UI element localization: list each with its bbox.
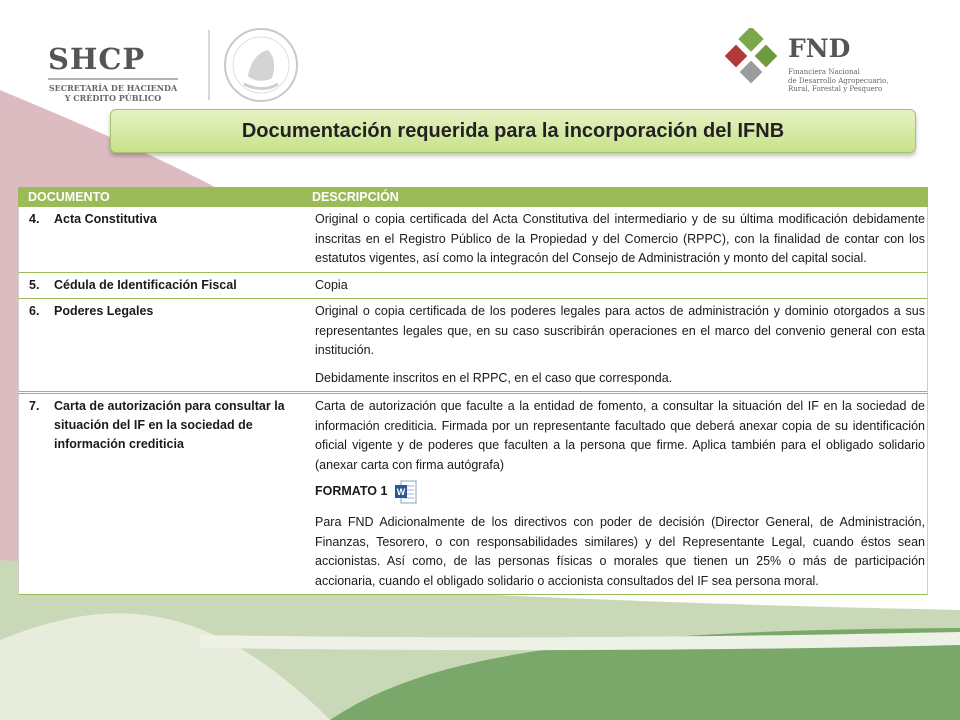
row-number: 4. [29,212,40,226]
document-cell [19,299,313,391]
description-text: Carta de autorización que faculte a la entidad de fomento, a consultar la situación del IF en la sociedad de información crediticia. Firmada por un representante facultado que deberá anexar copia de su identificación oficial vigente y de poderes que faculten a la persona que firme. Aplica también para el obligado solidario (anexar carta con firma autógrafa) [315,399,925,472]
shcp-subtitle-2: Y CRÉDITO PÚBLICO [64,93,162,103]
fnd-subtitle [788,68,938,94]
logo-separator [208,30,210,100]
description-cell [313,394,927,594]
document-name: Carta de autorización para consultar la situación del IF en la sociedad de información crediticia [54,399,285,451]
description-text: Para FND Adicionalmente de los directivos con poder de decisión (Director General, de Administración, Finanzas, Tesorero, o con responsabilidades similares) y del Representante Legal, cuando éstos sean accionistas. Así como, de las personas físicas o morales que tienen un 25% o más de participación accionaria, cuando el obligado solidario o accionista consultados del IF sea persona moral. [315,515,925,588]
row-number: 5. [29,277,40,292]
fnd-title: FND [788,34,851,63]
format-label: FORMATO 1 [315,484,388,499]
page-title: Documentación requerida para la incorporación del IFNB [241,119,785,142]
table-row [18,299,928,394]
document-cell [19,394,313,594]
document-name: Acta Constitutiva [54,212,157,226]
shcp-subtitle-1: SECRETARÍA DE HACIENDA [48,83,178,93]
description-cell [313,273,927,299]
format-attachment[interactable] [315,479,925,505]
description-text: Debidamente inscritos en el RPPC, en el caso que corresponda. [315,370,673,385]
table-row [18,394,928,595]
shcp-title: SHCP [48,42,146,76]
fnd-emblem-icon [720,28,782,90]
document-cell [19,273,313,299]
national-seal-icon [222,26,300,104]
fnd-subtitle-line: Rural, Forestal y Pesquero [788,85,883,93]
shcp-divider [48,78,178,80]
row-number: 6. [29,304,40,318]
fnd-subtitle-line: Financiera Nacional [788,68,860,76]
requirements-table [18,187,928,595]
column-header-document: DOCUMENTO [28,190,110,204]
description-text: Original o copia certificada del Acta Constitutiva del intermediario y de su última modificación debidamente inscritas en el Registro Público de la Propiedad y del Comercio (RPPC), con la finalidad de contar con los estatutos vigentes, así como la integracón del Consejo de Administración y monto del capital social. [315,212,925,265]
table-row [18,273,928,300]
shcp-logo [48,44,188,103]
document-name: Cédula de Identificación Fiscal [54,277,237,292]
description-text: Original o copia certificada de los poderes legales para actos de administración y dominio otorgados a sus representantes legales que, en su caso suscribirán operaciones en el marco del convenio general con esta institución. [315,304,925,357]
description-text: Copia [315,277,348,292]
title-banner [110,109,916,153]
table-row [18,207,928,273]
fnd-logo [720,28,940,98]
column-header-description: DESCRIPCIÓN [312,190,399,204]
document-cell [19,207,313,272]
fnd-subtitle-line: de Desarrollo Agropecuario, [788,76,889,85]
description-cell [313,299,927,391]
table-header [18,187,928,207]
document-name: Poderes Legales [54,304,154,318]
description-cell [313,207,927,272]
word-document-icon[interactable] [395,480,417,504]
row-number: 7. [29,399,40,413]
svg-text:W: W [397,487,406,497]
